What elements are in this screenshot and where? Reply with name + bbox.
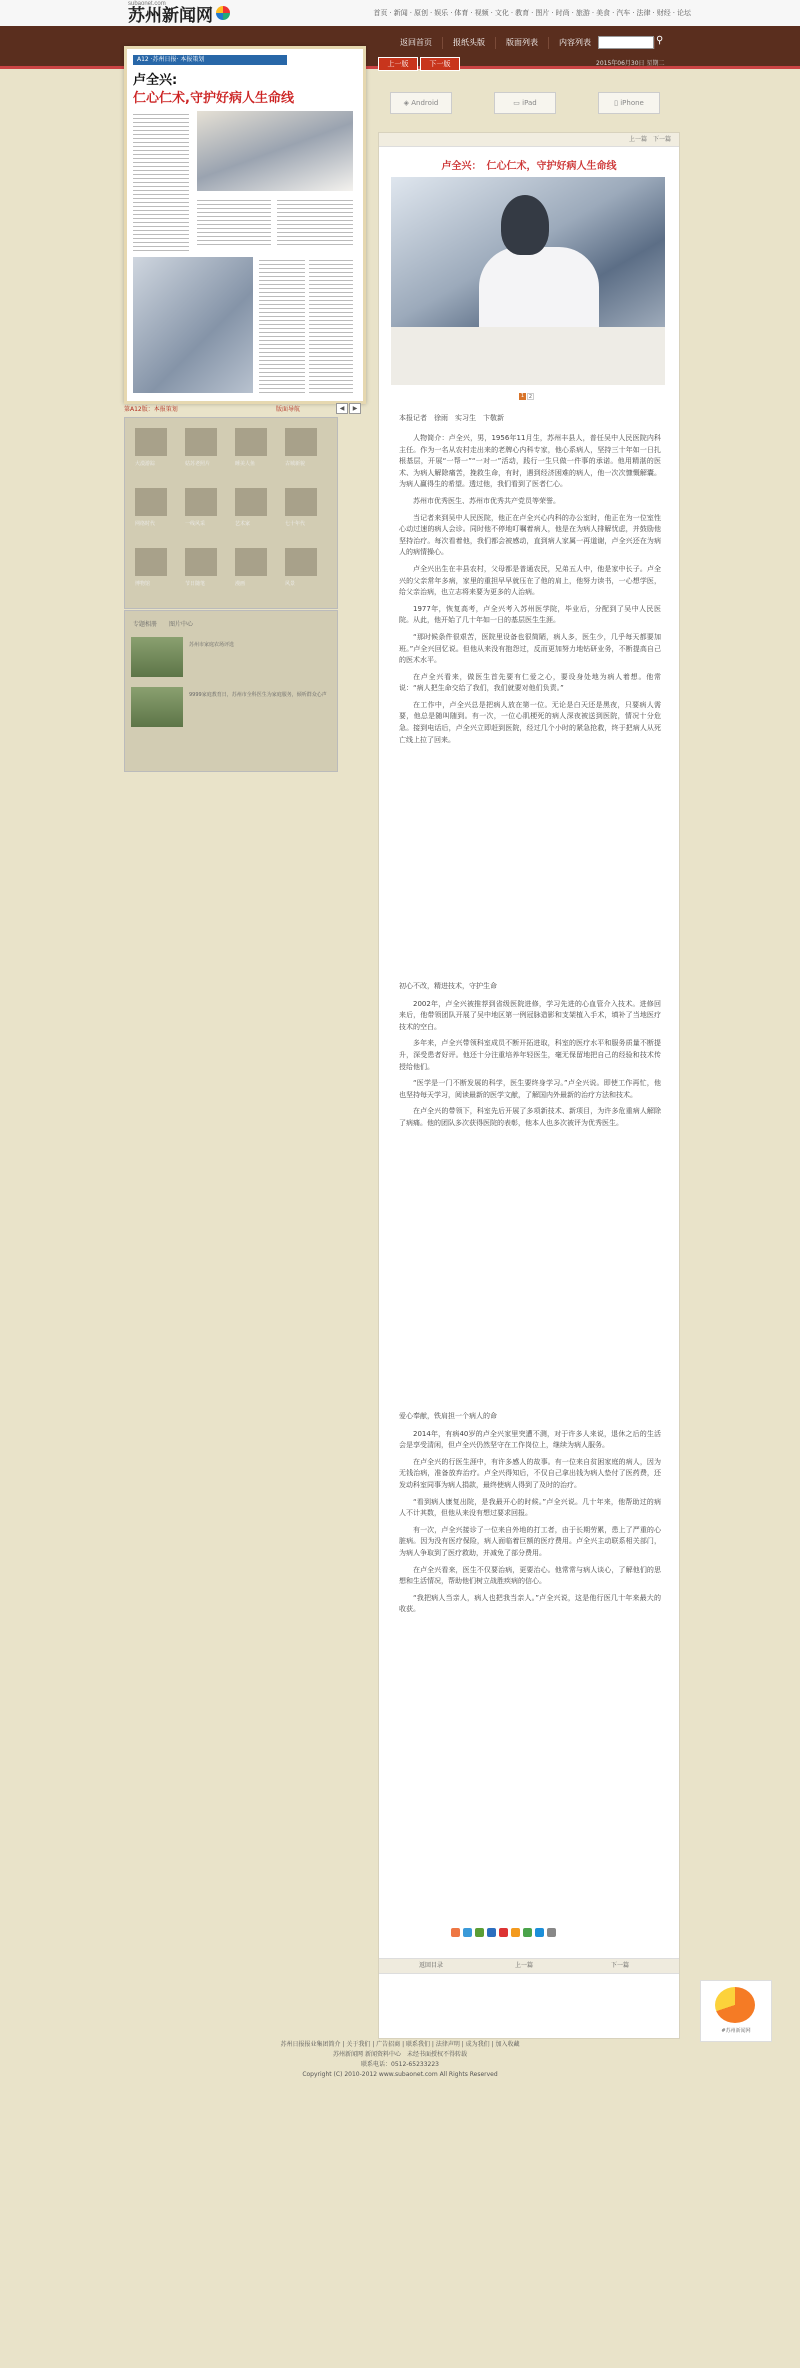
search-input[interactable] <box>598 36 654 49</box>
footer-copyright-note: 苏州新闻网 新闻资料中心 未经书面授权不得转载 <box>333 2051 467 2058</box>
nav-separator: · <box>672 9 675 17</box>
article-body <box>399 973 661 1135</box>
logo-domain: subaonet.com <box>128 1 166 7</box>
device-bar <box>378 92 678 114</box>
top-nav-item[interactable]: 图片 <box>535 9 550 17</box>
header-tab[interactable]: 内容列表 <box>549 37 602 49</box>
article-photo <box>391 177 665 385</box>
iphone-icon: ▯ <box>614 99 621 107</box>
article-paragraph: 多年来，卢全兴带领科室成员不断开拓进取，科室的医疗水平和服务质量不断提升，深受患者好评。他还十分注重培养年轻医生，毫无保留地把自己的经验和技术传授给他们。 <box>399 1039 661 1071</box>
list-item[interactable]: 9999家庭教育日，苏州市全科医生为家庭服务，倾听群众心声 <box>189 692 327 698</box>
page-nav-label[interactable]: 版面导航 <box>276 406 301 413</box>
photo-grid-panel <box>124 417 338 609</box>
top-bar <box>0 0 800 27</box>
article-paragraph: 人物简介：卢全兴，男，1956年11月生，苏州丰县人，普任吴中人民医院内科主任。作为一名从农村走出来的老牌心内科专家，他心系病人，坚持三十年如一日扎根基层，开展“一帮一”“一对一”活动，践行一生只做一件事的承诺。他用精湛的医术、为病人解除痛苦，挽救生命，有时，遇到经济困难的病人，他一次次慷慨解囊。为病人赢得生的希望。透过他，我们看到了医者仁心。 <box>399 434 661 489</box>
android-icon: ◈ <box>403 99 412 107</box>
thumbnail-caption[interactable]: 七十年代 <box>285 521 306 527</box>
nav-separator: · <box>652 9 655 17</box>
float-ad[interactable] <box>700 1980 772 2042</box>
photo-thumbnail[interactable] <box>285 428 317 456</box>
nav-separator: · <box>429 9 433 17</box>
list-heading: 专题相册 图片中心 <box>133 621 194 628</box>
site-logo[interactable] <box>128 2 230 24</box>
article-paragraph: “我把病人当亲人，病人也把我当亲人。”卢全兴说，这是他行医几十年来最大的收获。 <box>399 1593 661 1614</box>
article-paragraph: 在卢全兴的行医生涯中，有许多感人的故事。有一位来自贫困家庭的病人，因为无钱治病，准备放弃治疗。卢全兴得知后，不仅自己拿出钱为病人垫付了医药费，还发动科室同事为病人捐款，最终使病人得到了及时的治疗。 <box>399 1457 661 1489</box>
nav-separator: · <box>490 9 493 17</box>
chevron-left-icon[interactable]: ◀ <box>336 403 348 414</box>
share-renren-icon[interactable] <box>487 1928 496 1937</box>
article-paragraph: 2002年，卢全兴被推荐到省级医院进修，学习先进的心血管介入技术。进修回来后，他带领团队开展了吴中地区第一例冠脉造影和支架植入手术，填补了当地医疗技术的空白。 <box>399 999 661 1031</box>
share-qq-icon[interactable] <box>463 1928 472 1937</box>
nav-separator: · <box>531 9 534 17</box>
top-nav-item[interactable]: 视频 <box>474 9 489 17</box>
article-paragraph: 有一次，卢全兴接诊了一位来自外地的打工者，由于长期劳累，患上了严重的心脏病。因为没有医疗保险，病人面临着巨额的医疗费用。卢全兴主动联系相关部门，为病人争取到了医疗救助，并减免了部分费用。 <box>399 1525 661 1557</box>
share-douban-icon[interactable] <box>475 1928 484 1937</box>
top-nav-item[interactable]: 教育 <box>515 9 530 17</box>
header-tab[interactable]: 报纸头版 <box>443 37 496 49</box>
next-page-button[interactable]: 下一版 <box>420 57 460 71</box>
thumbnail-caption[interactable]: 节日随笔 <box>185 581 206 587</box>
weibo-logo-icon <box>715 1987 755 2023</box>
article-paragraph: 在卢全兴的带领下，科室先后开展了多项新技术、新项目，为许多危重病人解除了病痛。他的团队多次获得医院的表彰，他本人也多次被评为优秀医生。 <box>399 1107 661 1127</box>
newspaper-text-column <box>309 257 353 393</box>
nav-separator: · <box>389 9 392 17</box>
search-icon[interactable]: ⚲ <box>656 35 664 46</box>
photo-desk <box>391 327 665 385</box>
top-nav-item[interactable]: 旅游 <box>575 9 590 17</box>
photo-head <box>501 195 549 255</box>
thumbnail-caption[interactable]: 风景 <box>285 581 296 587</box>
footer-copyright: Copyright (C) 2010-2012 www.subaonet.com All Rights Reserved <box>302 2071 498 2078</box>
photo-thumbnail[interactable] <box>235 428 267 456</box>
newspaper-text-column <box>133 111 189 251</box>
photo-pager <box>519 393 534 400</box>
top-nav-item[interactable]: 首页 <box>373 9 388 17</box>
share-wechat-icon[interactable] <box>523 1928 532 1937</box>
photo-thumbnail[interactable] <box>235 548 267 576</box>
top-nav-item[interactable]: 法律 <box>636 9 651 17</box>
prev-page-button[interactable]: 上一版 <box>378 57 418 71</box>
top-nav-item[interactable]: 体育 <box>454 9 469 17</box>
footer <box>0 2040 800 2080</box>
list-item[interactable]: 苏州市家庭农场评选 <box>189 642 235 648</box>
photo-thumbnail[interactable] <box>235 488 267 516</box>
share-weibo-icon[interactable] <box>451 1928 460 1937</box>
photo-thumbnail[interactable] <box>185 488 217 516</box>
pager-1[interactable]: 1 <box>520 393 525 399</box>
header-tab[interactable]: 版面列表 <box>496 37 549 49</box>
photo-thumbnail[interactable] <box>185 548 217 576</box>
prev-article-link[interactable]: 上一篇 <box>515 1962 534 1969</box>
thumbnail-caption[interactable]: 一线风采 <box>185 521 206 527</box>
photo-thumbnail[interactable] <box>185 428 217 456</box>
article-subhead: 爱心奉献，铁肩担一个病人的命 <box>399 1412 497 1420</box>
article-paragraph: “医学是一门不断发展的科学，医生要终身学习。”卢全兴说。即使工作再忙，他也坚持每天学习，阅读最新的医学文献，了解国内外最新的治疗方法和技术。 <box>399 1079 661 1099</box>
share-tencent-icon[interactable] <box>535 1928 544 1937</box>
newspaper-page[interactable] <box>124 46 366 404</box>
article-paragraph: 1977年，恢复高考，卢全兴考入苏州医学院，毕业后，分配到了吴中人民医院。从此，他开始了几十年如一日的基层医生生涯。 <box>399 604 661 625</box>
newspaper-photo-top <box>197 111 353 191</box>
article-top-nav: 上一篇 下一篇 <box>379 133 679 147</box>
article-paragraph: 苏州市优秀医生、苏州市优秀共产党员等荣誉。 <box>413 496 560 505</box>
article-paragraph: 卢全兴出生在丰县农村，父母都是普通农民，兄弟五人中，他是家中长子。卢全兴的父亲常年多病，家里的重担早早就压在了他的肩上，他努力读书，一心想学医，给父亲治病，也立志将来要为更多的人治病。 <box>399 564 661 597</box>
article-paragraph: 2014年，有病40岁的卢全兴家里突遭不测，对于许多人来说，退休之后的生活会是享受清闲，但卢全兴仍然坚守在工作岗位上，继续为病人服务。 <box>399 1429 661 1450</box>
newspaper-band: A12 ·苏州日报· 本报策划 <box>133 55 287 65</box>
top-nav-item[interactable]: 论坛 <box>677 9 691 17</box>
article-body <box>399 433 661 751</box>
article-paragraph: 在卢全兴看来，医生不仅要治病，更要治心。他常常与病人谈心，了解他们的思想和生活情况，帮助他们树立战胜疾病的信心。 <box>399 1565 661 1586</box>
next-article-link[interactable]: 下一篇 <box>611 1962 630 1969</box>
nav-separator: · <box>409 9 412 17</box>
top-nav-item[interactable]: 汽车 <box>616 9 631 17</box>
top-nav <box>372 8 692 18</box>
nav-separator: · <box>591 9 595 17</box>
share-kaixin-icon[interactable] <box>499 1928 508 1937</box>
article-paragraph: “看到病人康复出院，是我最开心的时候。”卢全兴说。几十年来，他帮助过的病人不计其数，但他从来没有想过要求回报。 <box>399 1497 661 1518</box>
thumbnail-caption[interactable]: 大漠游踪 <box>135 461 156 467</box>
article-title: 卢全兴： 仁心仁术，守护好病人生命线 <box>441 161 617 172</box>
thumbnail-caption[interactable]: 网络时代 <box>135 521 156 527</box>
top-nav-item[interactable]: 新闻 <box>393 9 408 17</box>
nav-separator: · <box>510 9 514 17</box>
nav-separator: · <box>571 9 574 17</box>
top-nav-item[interactable]: 文化 <box>494 9 509 17</box>
logo-mark-icon <box>216 6 230 20</box>
article-body <box>399 1403 661 1621</box>
iphone-button[interactable]: ▯ iPhone <box>598 92 660 114</box>
newspaper-portrait <box>133 257 253 393</box>
article-paragraph: “那时候条件很艰苦，医院里设备也很简陋，病人多，医生少，几乎每天都要加班。”卢全兴回忆说。但他从来没有抱怨过，反而更加努力地钻研业务，不断提高自己的医术水平。 <box>399 632 661 665</box>
nav-separator: · <box>612 9 615 17</box>
top-nav-item[interactable]: 时尚 <box>555 9 570 17</box>
share-more-icon[interactable] <box>547 1928 556 1937</box>
thumbnail-caption[interactable]: 姑苏老照片 <box>185 461 211 467</box>
thumbnail-caption[interactable]: 古城新貌 <box>285 461 306 467</box>
photo-list-panel <box>124 610 338 772</box>
article-subhead: 初心不改，精进技术，守护生命 <box>399 982 497 990</box>
nav-separator: · <box>632 9 635 17</box>
page-label[interactable]: 第A12版：本报策划 <box>124 406 178 413</box>
photo-thumbnail[interactable] <box>135 428 167 456</box>
share-bar <box>451 1928 556 1937</box>
logo-text: 苏州新闻网 <box>128 5 213 25</box>
header-tab[interactable]: 返回首页 <box>390 37 443 49</box>
thumbnail-caption[interactable]: 艺术家 <box>235 521 251 527</box>
chevron-right-icon[interactable]: ▶ <box>349 403 361 414</box>
photo-thumbnail[interactable] <box>285 548 317 576</box>
ipad-button[interactable]: ▭ iPad <box>494 92 556 114</box>
photo-thumbnail[interactable] <box>135 488 167 516</box>
newspaper-text-column <box>277 197 353 247</box>
thumbnail-caption[interactable]: 博物馆 <box>135 581 151 587</box>
photo-thumbnail[interactable] <box>285 488 317 516</box>
footer-links[interactable]: 苏州日报报业集团简介 | 关于我们 | 广告招商 | 联系我们 | 法律声明 | 成为我们 | 加入收藏 <box>280 2041 520 2048</box>
footer-phone: 联系电话：0512-65233223 <box>361 2061 439 2068</box>
article-author: 本报记者 徐雨 实习生 卞敬新 <box>399 414 504 422</box>
list-thumbnail[interactable] <box>131 687 183 727</box>
newspaper-text-column <box>259 257 305 393</box>
back-to-list-link[interactable]: 返回目录 <box>419 1962 444 1969</box>
android-button[interactable]: ◈ Android <box>390 92 452 114</box>
nav-separator: · <box>450 9 453 17</box>
nav-separator: · <box>470 9 473 17</box>
article-paragraph: 在卢全兴看来，做医生首先要有仁爱之心，要设身处地为病人着想。他常说：“病人把生命交给了我们，我们就要对他们负责。” <box>399 672 661 693</box>
thumbnail-caption[interactable]: 睡美人鱼 <box>235 461 256 467</box>
issue-date: 2015年06月30日 星期二 <box>596 60 665 67</box>
list-thumbnail[interactable] <box>131 637 183 677</box>
article-paragraph: 当记者来到吴中人民医院，他正在卢全兴心内科的办公室时，他正在为一位室性心动过速的病人会诊。同时他不停地叮嘱着病人，他是在为病人排解忧虑，并鼓励他坚持治疗。每次看着他，我们都会被感动，直到病人家属一再道谢，卢全兴还在为病人的病情操心。 <box>399 513 661 557</box>
top-nav-item[interactable]: 财经 <box>656 9 671 17</box>
article-bottom-nav <box>379 1958 679 1974</box>
photo-thumbnail[interactable] <box>135 548 167 576</box>
article <box>378 132 680 2039</box>
pager-2[interactable]: 2 <box>528 394 533 400</box>
share-qzone-icon[interactable] <box>511 1928 520 1937</box>
top-nav-item[interactable]: 娱乐 <box>434 9 449 17</box>
nav-separator: · <box>551 9 554 17</box>
newspaper-headline-2: 仁心仁术,守护好病人生命线 <box>133 91 294 106</box>
newspaper-footer <box>124 404 360 414</box>
newspaper-headline-1: 卢全兴: <box>133 73 178 88</box>
top-nav-item[interactable]: 原创 <box>413 9 428 17</box>
thumbnail-caption[interactable]: 漫画 <box>235 581 246 587</box>
top-nav-item[interactable]: 美食 <box>596 9 611 17</box>
article-paragraph: 在工作中，卢全兴总是把病人放在第一位。无论是白天还是黑夜，只要病人需要，他总是随叫随到。有一次，一位心肌梗死的病人深夜被送到医院，情况十分危急。接到电话后，卢全兴立即赶到医院，经过几个小时的紧急抢救，终于把病人从死亡线上拉了回来。 <box>399 700 661 744</box>
newspaper-text-column <box>197 197 271 247</box>
float-ad-caption: #苏州新闻网 <box>721 2028 751 2034</box>
ipad-icon: ▭ <box>513 99 523 107</box>
